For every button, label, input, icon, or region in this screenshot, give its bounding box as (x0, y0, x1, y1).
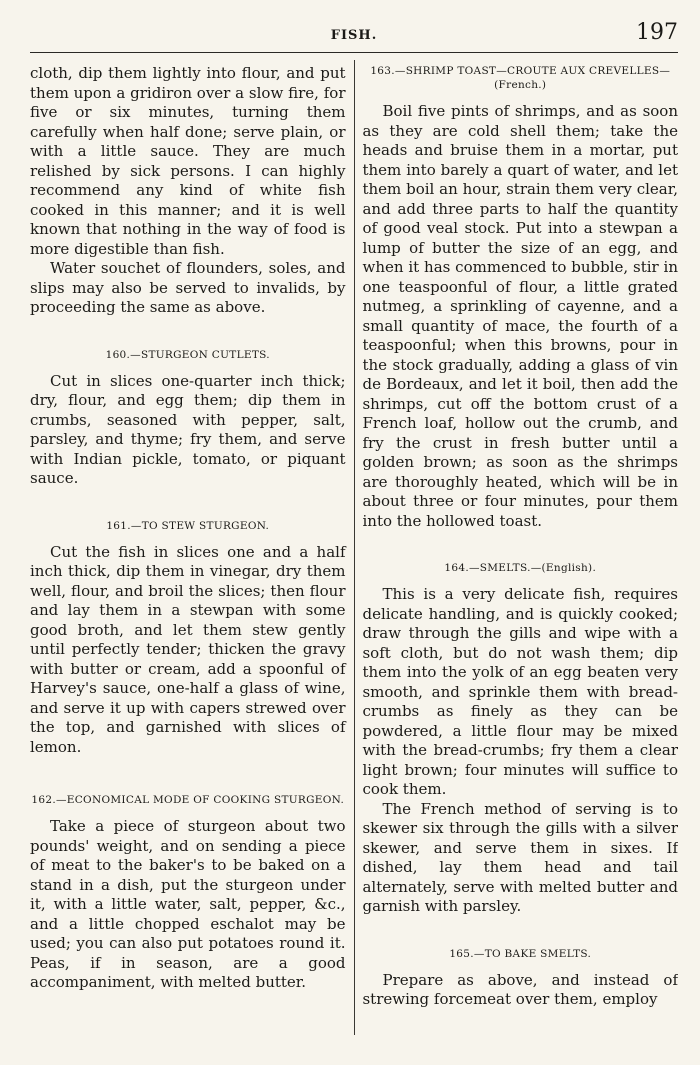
continuation-paragraph-2: Water souchet of flounders, soles, and slips may also be served to invalids, by proceeding the same as above. (30, 259, 346, 316)
recipe-161-heading: 161.—TO STEW STURGEON. (106, 519, 270, 532)
recipe-161-text: Cut the fish in slices one and a half inch thick, dip them in vinegar, dry them well, flour, and broil the slices; then flour and lay them in a stewpan with some good broth, and let them stew gently until perfectly tender; thicken the gravy with butter or cream, add a spoonful of Harvey's sauce, one-half a glass of wine, and serve it up with capers strewed over the top, and garnished with slices of lemon. (30, 542, 346, 756)
recipe-164-heading: 164.—SMELTS.—(English). (444, 562, 597, 574)
recipe-164-text: This is a very delicate fish, requires delicate handling, and is quickly cooked; draw through the gills and wipe with a soft cloth, but do not wash them; dip them into the yolk of an egg beaten very smooth, and sprinkle them with bread-crumbs as finely as they can be powdered, a little flour may be mixed with the bread-crumbs; fry them a clear light brown; four minutes will suffice to cook them. (362, 585, 678, 798)
continuation-paragraph: cloth, dip them lightly into flour, and put them upon a gridiron over a slow fire, for five or six minutes, turning them carefully when half done; serve plain, or with a little sauce. They are much relished by sick persons. I can highly recommend any kind of white fish cooked in this manner; and it is well known that nothing in the way of food is more digestible than fish. (30, 64, 346, 258)
text-columns (30, 64, 678, 1035)
running-title: FISH. (330, 28, 378, 43)
recipe-160-text: Cut in slices one-quarter inch thick; dry, flour, and egg them; dip them in crumbs, seasoned with pepper, salt, parsley, and thyme; fry them, and serve with Indian pickle, tomato, or piquant sauce. (30, 371, 346, 487)
recipe-162-text: Take a piece of sturgeon about two pounds' weight, and on sending a piece of meat to the baker's to be baked on a stand in a dish, put the sturgeon under it, with a little water, salt, pepper, &c., and a little chopped eschalot may be used; you can also put potatoes round it. Peas, if in season, are a good accompaniment, with melted butter. (30, 817, 346, 991)
page-number: 197 (636, 20, 678, 45)
recipe-164-text-2: The French method of serving is to skewer six through the gills with a silver skewer, and serve them in sixes. If dished, lay them head and tail alternately, serve with melted butter and garnish with parsley. (362, 799, 678, 915)
recipe-162-heading: 162.—ECONOMICAL MODE OF COOKING STURGEON. (31, 794, 345, 806)
page-header (30, 18, 678, 53)
recipe-165-text: Prepare as above, and instead of strewing forcemeat over them, employ (362, 970, 678, 1008)
left-column (30, 64, 354, 1035)
recipe-160-heading: 160.—STURGEON CUTLETS. (105, 348, 270, 361)
recipe-163-text: Boil five pints of shrimps, and as soon as they are cold shell them; take the heads and bruise them in a mortar, put them into barely a quart of water, and let them boil an hour, strain them very clear, and add three parts to half the quantity of good veal stock. Put into a stewpan a lump of butter the size of an egg, and when it has commenced to bubble, stir in one teaspoonful of flour, a little grated nutmeg, a sprinkling of cayenne, and a small quantity of mace, the fourth of a teaspoonful; when this browns, pour in the stock gradually, adding a glass of vin de Bordeaux, and let it boil, then add the shrimps, cut off the bottom crust of a French loaf, hollow out the crumb, and fry the crust in fresh butter until a golden brown; as soon as the shrimps are thoroughly heated, which will be in about three or four minutes, pour them into the hollowed toast. (362, 102, 678, 530)
right-column (354, 64, 678, 1035)
recipe-163-heading: 163.—SHRIMP TOAST—CROUTE AUX CREVELLES—(French.) (370, 65, 671, 91)
recipe-165-heading: 165.—TO BAKE SMELTS. (449, 947, 592, 960)
